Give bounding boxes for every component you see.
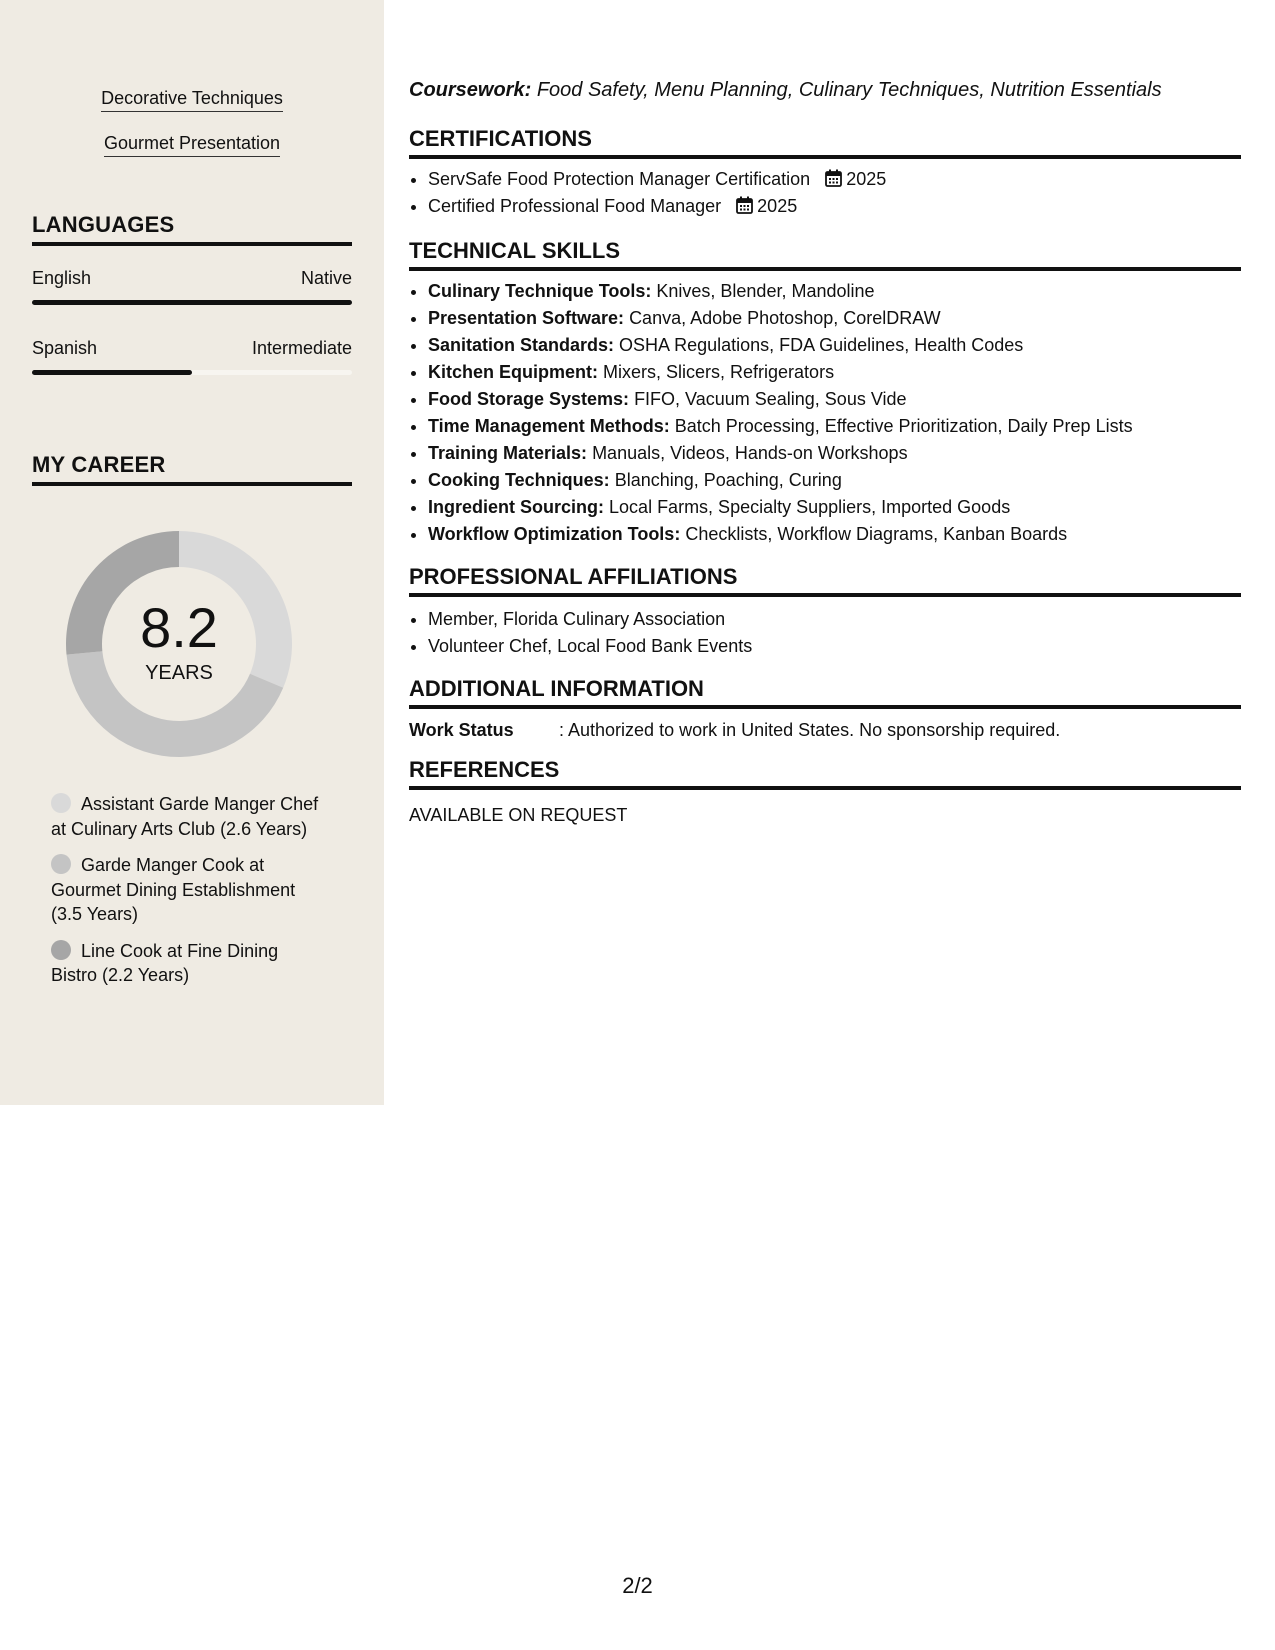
skill-tag bbox=[0, 88, 384, 112]
work-status-label: Work Status bbox=[409, 720, 514, 740]
work-status-row bbox=[409, 720, 1060, 741]
technical-skill-value: Checklists, Workflow Diagrams, Kanban Boards bbox=[685, 524, 1068, 544]
technical-skill-item bbox=[428, 494, 1238, 521]
languages-heading: LANGUAGES bbox=[32, 212, 352, 246]
work-status-value: : Authorized to work in United States. No sponsorship required. bbox=[559, 720, 1061, 740]
technical-skill-item bbox=[428, 332, 1238, 359]
language-name: English bbox=[32, 268, 92, 288]
technical-skill-value: Mixers, Slicers, Refrigerators bbox=[603, 362, 835, 382]
career-legend-dot bbox=[51, 793, 71, 813]
coursework-label: Coursework: bbox=[409, 79, 532, 101]
technical-skill-item bbox=[428, 278, 1238, 305]
technical-skill-value: Blanching, Poaching, Curing bbox=[614, 470, 842, 490]
technical-skill-item bbox=[428, 359, 1238, 386]
career-item-text: Assistant Garde Manger Chef at Culinary Arts Club (2.6 Years) bbox=[51, 794, 319, 839]
language-row bbox=[32, 268, 352, 289]
coursework-line bbox=[409, 79, 1162, 102]
language-proficiency-fill bbox=[32, 300, 352, 305]
technical-skill-value: Knives, Blender, Mandoline bbox=[656, 281, 875, 301]
skill-tag-label: Gourmet Presentation bbox=[104, 133, 280, 157]
technical-skill-label: Training Materials: bbox=[428, 443, 588, 463]
certification-item bbox=[428, 193, 1238, 220]
career-heading: MY CAREER bbox=[32, 452, 352, 486]
language-level: Native bbox=[300, 268, 352, 288]
certification-year: 2025 bbox=[846, 169, 887, 189]
technical-skills-list bbox=[409, 278, 1238, 548]
affiliations-list bbox=[409, 606, 1238, 660]
technical-skill-value: Batch Processing, Effective Prioritization, Daily Prep Lists bbox=[674, 416, 1133, 436]
certifications-heading: CERTIFICATIONS bbox=[409, 126, 1241, 159]
language-proficiency-fill bbox=[32, 370, 192, 375]
technical-skill-value: Manuals, Videos, Hands-on Workshops bbox=[592, 443, 908, 463]
certification-item bbox=[428, 166, 1238, 193]
language-proficiency-bar bbox=[32, 370, 352, 375]
references-text: AVAILABLE ON REQUEST bbox=[409, 805, 628, 825]
career-legend-dot bbox=[51, 940, 71, 960]
certification-name: Certified Professional Food Manager bbox=[428, 196, 722, 216]
technical-skills-heading: TECHNICAL SKILLS bbox=[409, 238, 1241, 271]
language-row bbox=[32, 338, 352, 359]
career-donut-center bbox=[66, 596, 292, 685]
language-level: Intermediate bbox=[251, 338, 352, 358]
page-number: 2/2 bbox=[622, 1573, 653, 1598]
technical-skill-item bbox=[428, 521, 1238, 548]
technical-skill-item bbox=[428, 305, 1238, 332]
technical-skill-label: Sanitation Standards: bbox=[428, 335, 615, 355]
career-legend-dot bbox=[51, 854, 71, 874]
calendar-icon bbox=[825, 169, 842, 187]
additional-info-heading: ADDITIONAL INFORMATION bbox=[409, 676, 1241, 709]
technical-skill-label: Culinary Technique Tools: bbox=[428, 281, 652, 301]
technical-skill-value: Local Farms, Specialty Suppliers, Imported Goods bbox=[609, 497, 1011, 517]
career-total-years: 8.2 bbox=[140, 596, 218, 659]
technical-skill-value: OSHA Regulations, FDA Guidelines, Health Codes bbox=[619, 335, 1024, 355]
technical-skill-label: Workflow Optimization Tools: bbox=[428, 524, 681, 544]
certifications-list bbox=[409, 166, 1238, 220]
career-item bbox=[51, 792, 321, 841]
calendar-icon bbox=[736, 196, 753, 214]
affiliations-heading: PROFESSIONAL AFFILIATIONS bbox=[409, 564, 1241, 597]
career-list bbox=[51, 792, 321, 1000]
technical-skill-item bbox=[428, 413, 1238, 440]
career-item bbox=[51, 853, 321, 927]
coursework-text: Food Safety, Menu Planning, Culinary Techniques, Nutrition Essentials bbox=[536, 79, 1162, 101]
language-proficiency-bar bbox=[32, 300, 352, 305]
career-item-text: Garde Manger Cook at Gourmet Dining Establishment (3.5 Years) bbox=[51, 855, 296, 924]
skill-tag bbox=[0, 133, 384, 157]
technical-skill-label: Food Storage Systems: bbox=[428, 389, 630, 409]
technical-skill-value: FIFO, Vacuum Sealing, Sous Vide bbox=[634, 389, 907, 409]
certification-name: ServSafe Food Protection Manager Certification bbox=[428, 169, 811, 189]
technical-skill-label: Ingredient Sourcing: bbox=[428, 497, 605, 517]
career-total-label: YEARS bbox=[145, 662, 213, 684]
sidebar bbox=[0, 0, 384, 1105]
technical-skill-label: Time Management Methods: bbox=[428, 416, 670, 436]
affiliation-item: • Volunteer Chef, Local Food Bank Events bbox=[428, 633, 1238, 660]
references-heading: REFERENCES bbox=[409, 757, 1241, 790]
skill-tag-label: Decorative Techniques bbox=[101, 88, 283, 112]
affiliation-item: • Member, Florida Culinary Association bbox=[428, 606, 1238, 633]
technical-skill-label: Presentation Software: bbox=[428, 308, 625, 328]
technical-skill-label: Kitchen Equipment: bbox=[428, 362, 598, 382]
technical-skill-item bbox=[428, 467, 1238, 494]
certification-year: 2025 bbox=[757, 196, 798, 216]
technical-skill-label: Cooking Techniques: bbox=[428, 470, 610, 490]
technical-skill-value: Canva, Adobe Photoshop, CorelDRAW bbox=[629, 308, 941, 328]
career-item bbox=[51, 939, 321, 988]
language-name: Spanish bbox=[32, 338, 98, 358]
technical-skill-item bbox=[428, 386, 1238, 413]
technical-skill-item bbox=[428, 440, 1238, 467]
career-item-text: Line Cook at Fine Dining Bistro (2.2 Years) bbox=[51, 940, 279, 985]
